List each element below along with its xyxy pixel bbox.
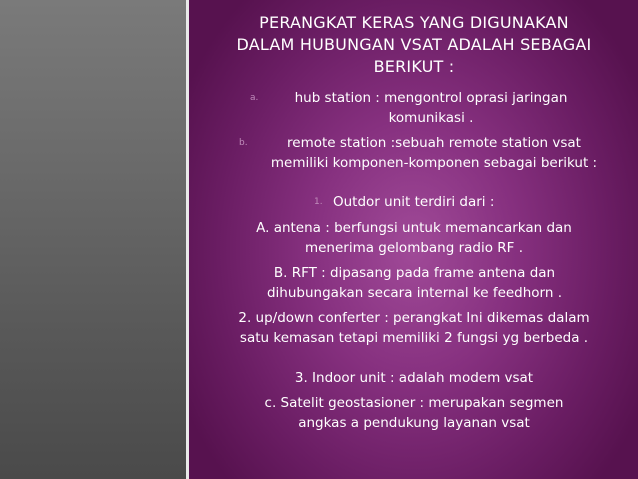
list-marker-a: a. <box>250 93 259 103</box>
list-marker-1: 1. <box>314 197 323 207</box>
list-item-satelit: c. Satelit geostasioner : merupakan segmen angkas a pendukung layanan vsat <box>264 395 564 431</box>
list-item-rft: B. RFT : dipasang pada frame antena dan dihubungakan secara internal ke feedhorn . <box>266 265 563 301</box>
list-item-remote-station: remote station :sebuah remote station vsat memiliki komponen-komponen sebagai berikut : <box>270 135 598 171</box>
left-panel <box>0 0 186 479</box>
list-item-up-down-conferter: 2. up/down conferter : perangkat Ini dikemas dalam satu kemasan tetapi memiliki 2 fungsi yg berbeda . <box>238 310 590 346</box>
slide-title: PERANGKAT KERAS YANG DIGUNAKAN DALAM HUBUNGAN VSAT ADALAH SEBAGAI BERIKUT : <box>236 13 592 76</box>
list-item-hub-station: hub station : mengontrol oprasi jaringan komunikasi . <box>294 90 568 126</box>
list-item-antena: A. antena : berfungsi untuk memancarkan dan menerima gelombang radio RF . <box>256 220 572 256</box>
list-marker-b: b. <box>239 138 248 148</box>
list-item-indoor-unit: 3. Indoor unit : adalah modem vsat <box>294 370 534 386</box>
list-item-outdor-unit: Outdor unit terdiri dari : <box>333 194 495 210</box>
slide-content <box>189 0 638 479</box>
